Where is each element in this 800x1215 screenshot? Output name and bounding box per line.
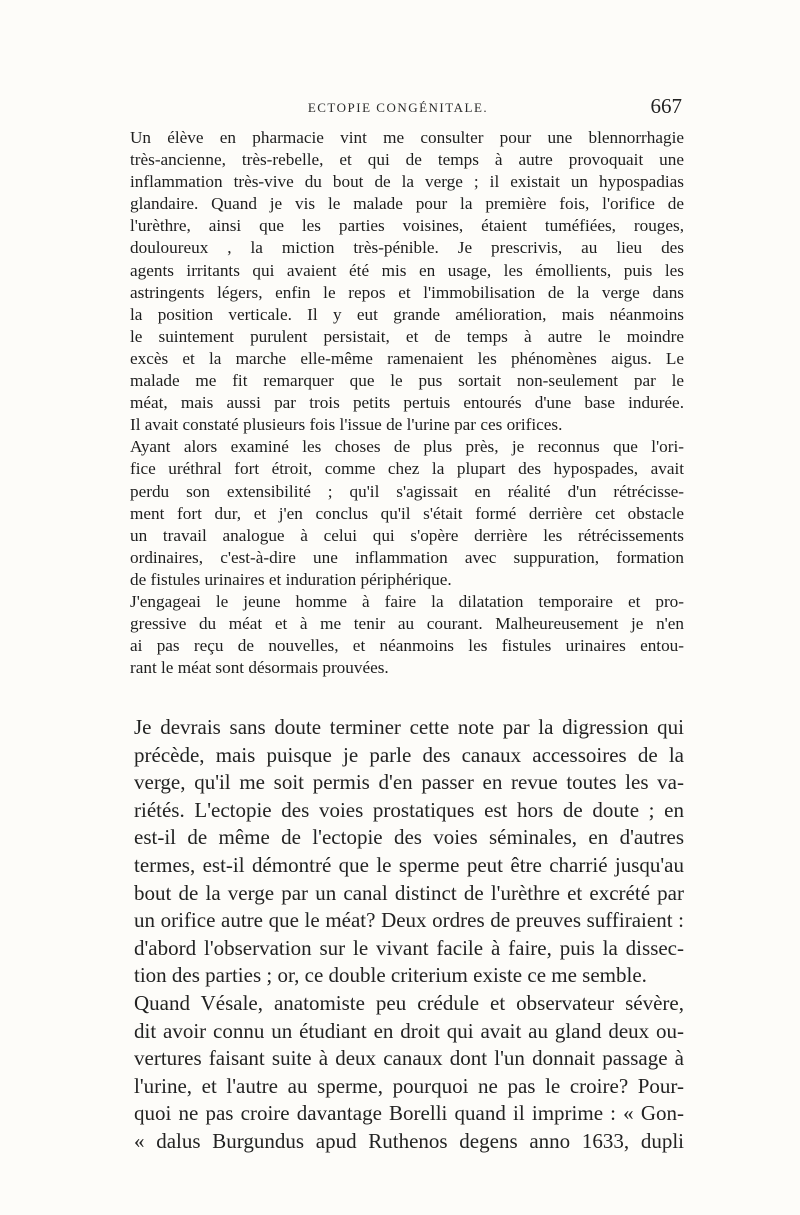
text-line: méat, mais aussi par trois petits pertuis entourés d'une base indurée. xyxy=(130,393,684,413)
text-line: tion des parties ; or, ce double criterium existe ce me semble. xyxy=(134,963,647,988)
text-line: le suintement purulent persistait, et de temps à autre le moindre xyxy=(130,326,684,346)
paragraph-case-description xyxy=(112,127,684,436)
text-line: un orifice autre que le méat? Deux ordres de preuves suffiraient : xyxy=(134,908,684,933)
text-line: perdu son extensibilité ; qu'il s'agissait en réalité d'un rétrécisse- xyxy=(130,481,684,501)
page-number: 667 xyxy=(650,94,682,118)
paragraph-vesale xyxy=(114,990,684,1156)
text-line: douloureux , la miction très-pénible. Je prescrivis, au lieu des xyxy=(130,238,684,258)
text-line: astringents légers, enfin le repos et l'immobilisation de la verge dans xyxy=(130,282,684,302)
text-line: d'abord l'observation sur le vivant facile à faire, puis la dissec- xyxy=(134,935,684,960)
text-line: J'engageai le jeune homme à faire la dilatation temporaire et pro- xyxy=(130,591,684,611)
text-line: fice uréthral fort étroit, comme chez la plupart des hypospades, avait xyxy=(130,459,684,479)
text-line: termes, est-il démontré que le sperme peut être charrié jusqu'au xyxy=(134,852,684,877)
text-line: très-ancienne, très-rebelle, et qui de temps à autre provoquait une xyxy=(130,150,684,170)
text-line: Il avait constaté plusieurs fois l'issue de l'urine par ces orifices. xyxy=(130,415,563,435)
text-line: riétés. L'ectopie des voies prostatiques est hors de doute ; en xyxy=(134,797,684,822)
text-line: Ayant alors examiné les choses de plus près, je reconnus que l'ori- xyxy=(130,437,684,457)
text-line: « dalus Burgundus apud Ruthenos degens anno 1633, dupli xyxy=(134,1128,684,1153)
text-line: ment fort dur, et j'en conclus qu'il s'était formé derrière cet obstacle xyxy=(130,503,684,523)
text-line: inflammation très-vive du bout de la verge ; il existait un hypospadias xyxy=(130,172,684,192)
text-line: gressive du méat et à me tenir au courant. Malheureusement je n'en xyxy=(130,614,684,634)
text-line: Un élève en pharmacie vint me consulter pour une blennorrhagie xyxy=(130,128,684,147)
text-line: la position verticale. Il y eut grande amélioration, mais néanmoins xyxy=(130,304,684,324)
text-line: Je devrais sans doute terminer cette note par la digression qui xyxy=(134,715,684,739)
paragraph-treatment xyxy=(112,591,684,679)
text-line: agents irritants qui avaient été mis en usage, les émollients, puis les xyxy=(130,260,684,280)
text-line: quoi ne pas croire davantage Borelli quand il imprime : « Gon- xyxy=(134,1101,684,1126)
text-line: ordinaires, c'est-à-dire une inflammation avec suppuration, formation xyxy=(130,547,684,567)
paragraph-examination xyxy=(112,436,684,591)
text-line: malade me fit remarquer que le pus sortait non-seulement par le xyxy=(130,371,684,391)
text-line: l'urèthre, ainsi que les parties voisines, étaient tuméfiées, rouges, xyxy=(130,216,684,236)
text-line: de fistules urinaires et induration périphérique. xyxy=(130,569,452,589)
text-line: ai pas reçu de nouvelles, et néanmoins les fistules urinaires entou- xyxy=(130,636,684,656)
text-line: l'urine, et l'autre au sperme, pourquoi ne pas le croire? Pour- xyxy=(134,1073,684,1098)
text-line: verge, qu'il me soit permis d'en passer en revue toutes les va- xyxy=(134,770,684,795)
text-line: excès et la marche elle-même ramenaient les phénomènes aigus. Le xyxy=(130,348,684,368)
text-line: un travail analogue à celui qui s'opère derrière les rétrécissements xyxy=(130,525,684,545)
small-print-section xyxy=(112,127,684,679)
paragraph-digression xyxy=(114,714,684,990)
text-line: dit avoir connu un étudiant en droit qui avait au gland deux ou- xyxy=(134,1018,684,1043)
text-line: bout de la verge par un canal distinct de l'urèthre et excrété par xyxy=(134,880,684,905)
text-line: vertures faisant suite à deux canaux dont l'un donnait passage à xyxy=(134,1046,684,1071)
text-line: rant le méat sont désormais prouvées. xyxy=(130,658,389,678)
text-line: est-il de même de l'ectopie des voies séminales, en d'autres xyxy=(134,825,684,850)
text-line: glandaire. Quand je vis le malade pour la première fois, l'orifice de xyxy=(130,194,684,214)
text-line: Quand Vésale, anatomiste peu crédule et observateur sévère, xyxy=(134,990,684,1015)
page-header xyxy=(112,94,684,124)
large-print-section xyxy=(114,714,684,1156)
running-title: ECTOPIE CONGÉNITALE. xyxy=(307,100,489,115)
text-line: précède, mais puisque je parle des canaux accessoires de la xyxy=(134,742,684,767)
